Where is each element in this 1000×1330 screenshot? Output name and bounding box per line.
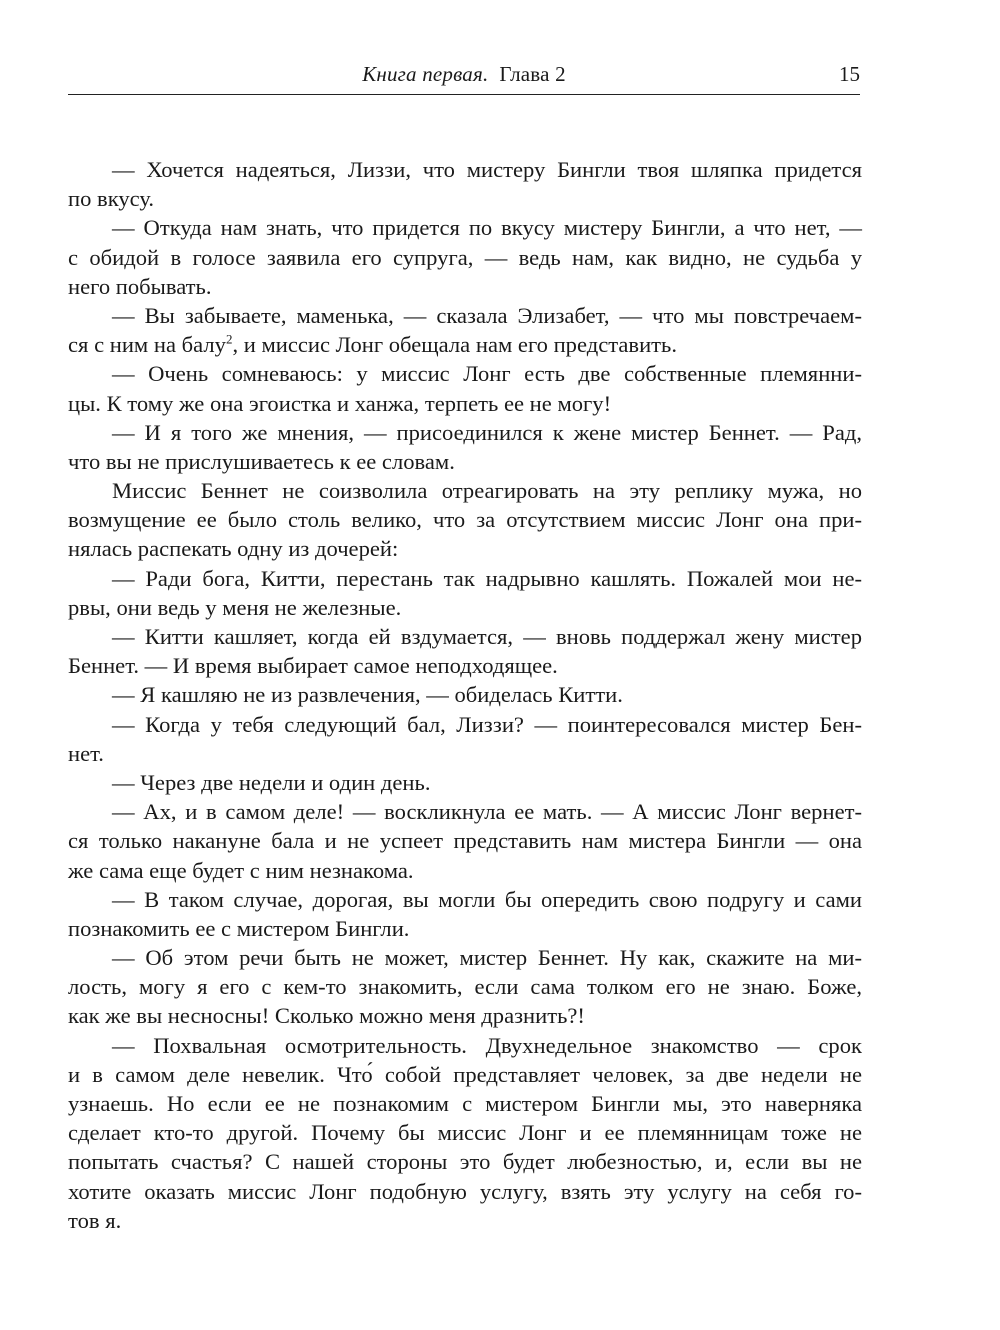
text-line: с обидой в голосе заявила его супруга, — ведь нам, как видно, не судьба у [68,244,862,270]
footnote-marker[interactable]: 2 [225,331,233,347]
text-line: же сама еще будет с ним незнакома. [68,857,414,883]
text-line: — В таком случае, дорогая, вы могли бы опередить свою подругу и сами [112,886,862,912]
text-line: нялась распекать одну из дочерей: [68,536,399,562]
text-line: — Китти кашляет, когда ей вздумается, — вновь поддержал жену мистер [112,624,862,649]
text-line: — Ради бога, Китти, перестань так надрывно кашлять. Пожалей мои не- [112,565,862,591]
text-line: рвы, они ведь у меня не железные. [68,594,402,620]
header-rule [68,94,860,95]
text-line: лость, могу я его с кем-то знакомить, если сама толком его не знаю. Боже, [68,974,862,1000]
text-line: попытать счастья? С нашей стороны это будет любезностью, и, если вы не [68,1149,862,1175]
text-line [68,330,862,359]
text-line: тов я. [68,1207,122,1233]
text-line: цы. К тому же она эгоистка и ханжа, терпеть ее не могу! [68,390,612,416]
text-line: — И я того же мнения, — присоединился к жене мистер Беннет. — Рад, [112,419,862,445]
text-line: узнаешь. Но если ее не познакомим с мистером Бингли мы, это наверняка [68,1091,862,1116]
text-line: и в самом деле невелик. Что́ собой представляет человек, за две недели не [68,1061,862,1087]
book-title: Книга первая [362,62,483,86]
text-line: нет. [68,740,104,766]
text-line: — Вы забываете, маменька, — сказала Элизабет, — что мы повстречаем- [112,302,862,328]
text-fragment: , и миссис Лонг обещала нам его представить. [232,332,677,358]
text-line: — Через две недели и один день. [112,769,431,795]
text-line: — Ах, и в самом деле! — воскликнула ее мать. — А миссис Лонг вернет- [112,799,862,825]
text-line: возмущение ее было столь велико, что за отсутствием миссис Лонг она при- [68,507,862,533]
text-line: что вы не прислушиваетесь к ее словам. [68,448,455,474]
text-line: — Хочется надеяться, Лиззи, что мистеру Бингли твоя шляпка придется [112,157,862,182]
title-separator: . [482,62,489,86]
text-fragment: ся с ним на балу [68,332,226,358]
text-line: как же вы несносны! Сколько можно меня дразнить?! [68,1003,585,1029]
text-line: — Похвальная осмотрительность. Двухнедельное знакомство — срок [112,1032,862,1058]
text-line: сделает кто-то другой. Почему бы миссис Лонг и ее племянницам тоже не [68,1120,862,1146]
text-line: по вкусу. [68,186,155,212]
running-head [68,58,860,92]
body-text [68,155,862,1235]
text-line: хотите оказать миссис Лонг подобную услугу, взять эту услугу на себя го- [68,1178,862,1204]
chapter-title: Глава 2 [499,62,566,86]
text-line: — Об этом речи быть не может, мистер Беннет. Ну как, скажите на ми- [112,945,862,971]
text-line: ся только накануне бала и не успеет представить нам мистера Бингли — она [68,828,862,854]
text-line: — Когда у тебя следующий бал, Лиззи? — поинтересовался мистер Бен- [112,711,862,737]
running-head-title [68,62,860,87]
page-number: 15 [839,62,860,86]
text-line: — Очень сомневаюсь: у миссис Лонг есть две собственные племянни- [112,361,862,387]
text-line: Беннет. — И время выбирает самое неподходящее. [68,653,558,679]
text-line: Миссис Беннет не соизволила отреагировать на эту реплику мужа, но [112,478,862,504]
text-line: — Откуда нам знать, что придется по вкусу мистеру Бингли, а что нет, — [112,215,862,241]
text-line: познакомить ее с мистером Бингли. [68,915,410,941]
text-line: — Я кашляю не из развлечения, — обиделась Китти. [112,682,623,708]
text-line: него побывать. [68,273,212,299]
